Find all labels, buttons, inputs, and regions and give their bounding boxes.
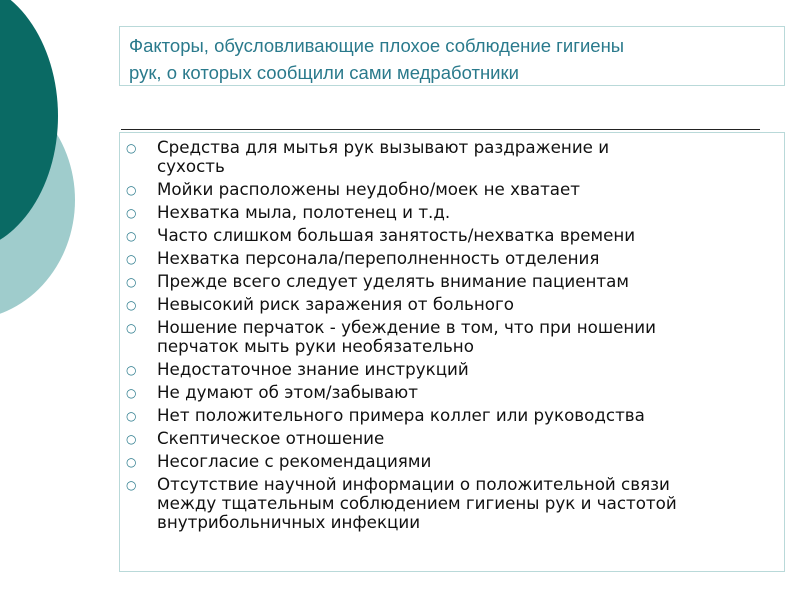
hollow-circle-bullet-icon: ○ — [126, 183, 137, 197]
bullet-text: Ношение перчаток - убеждение в том, что при ношении перчаток мыть руки необязательно — [157, 317, 656, 356]
list-item — [120, 452, 780, 471]
hollow-circle-bullet-icon: ○ — [126, 141, 137, 155]
slide-title — [119, 26, 785, 86]
title-divider — [121, 129, 760, 130]
hollow-circle-bullet-icon: ○ — [126, 298, 137, 312]
bullet-text: Несогласие с рекомендациями — [157, 451, 432, 471]
bullet-text: Не думают об этом/забывают — [157, 382, 418, 402]
list-item — [120, 318, 780, 356]
list-item — [120, 406, 780, 425]
list-item — [120, 180, 780, 199]
list-item — [120, 360, 780, 379]
hollow-circle-bullet-icon: ○ — [126, 206, 137, 220]
list-item — [120, 249, 780, 268]
list-item — [120, 272, 780, 291]
bullet-text: Средства для мытья рук вызывают раздражение и сухость — [157, 137, 610, 176]
list-item — [120, 383, 780, 402]
bullet-text: Отсутствие научной информации о положительной связи между тщательным соблюдением гигиены рук и частотой внутрибольничных инфекции — [157, 474, 677, 532]
bullet-content-box — [119, 132, 785, 572]
bullet-text: Прежде всего следует уделять внимание пациентам — [157, 271, 629, 291]
hollow-circle-bullet-icon: ○ — [126, 275, 137, 289]
bullet-text: Недостаточное знание инструкций — [157, 359, 469, 379]
hollow-circle-bullet-icon: ○ — [126, 455, 137, 469]
bullet-text: Нехватка персонала/переполненность отделения — [157, 248, 600, 268]
bullet-text: Невысокий риск заражения от больного — [157, 294, 514, 314]
hollow-circle-bullet-icon: ○ — [126, 386, 137, 400]
list-item — [120, 295, 780, 314]
list-item — [120, 226, 780, 245]
title-line-2: рук, о которых сообщили сами медработники — [129, 62, 519, 83]
bullet-text: Скептическое отношение — [157, 428, 385, 448]
bullet-text: Нет положительного примера коллег или руководства — [157, 405, 645, 425]
list-item — [120, 475, 780, 532]
list-item — [120, 138, 780, 176]
hollow-circle-bullet-icon: ○ — [126, 478, 137, 492]
hollow-circle-bullet-icon: ○ — [126, 432, 137, 446]
bullet-text: Мойки расположены неудобно/моек не хватает — [157, 179, 580, 199]
hollow-circle-bullet-icon: ○ — [126, 229, 137, 243]
hollow-circle-bullet-icon: ○ — [126, 363, 137, 377]
bullet-text: Часто слишком большая занятость/нехватка времени — [157, 225, 636, 245]
bullet-text: Нехватка мыла, полотенец и т.д. — [157, 202, 451, 222]
list-item — [120, 429, 780, 448]
hollow-circle-bullet-icon: ○ — [126, 321, 137, 335]
hollow-circle-bullet-icon: ○ — [126, 409, 137, 423]
title-line-1: Факторы, обусловливающие плохое соблюдение гигиены — [129, 35, 625, 56]
list-item — [120, 203, 780, 222]
bullet-list — [120, 138, 780, 536]
hollow-circle-bullet-icon: ○ — [126, 252, 137, 266]
